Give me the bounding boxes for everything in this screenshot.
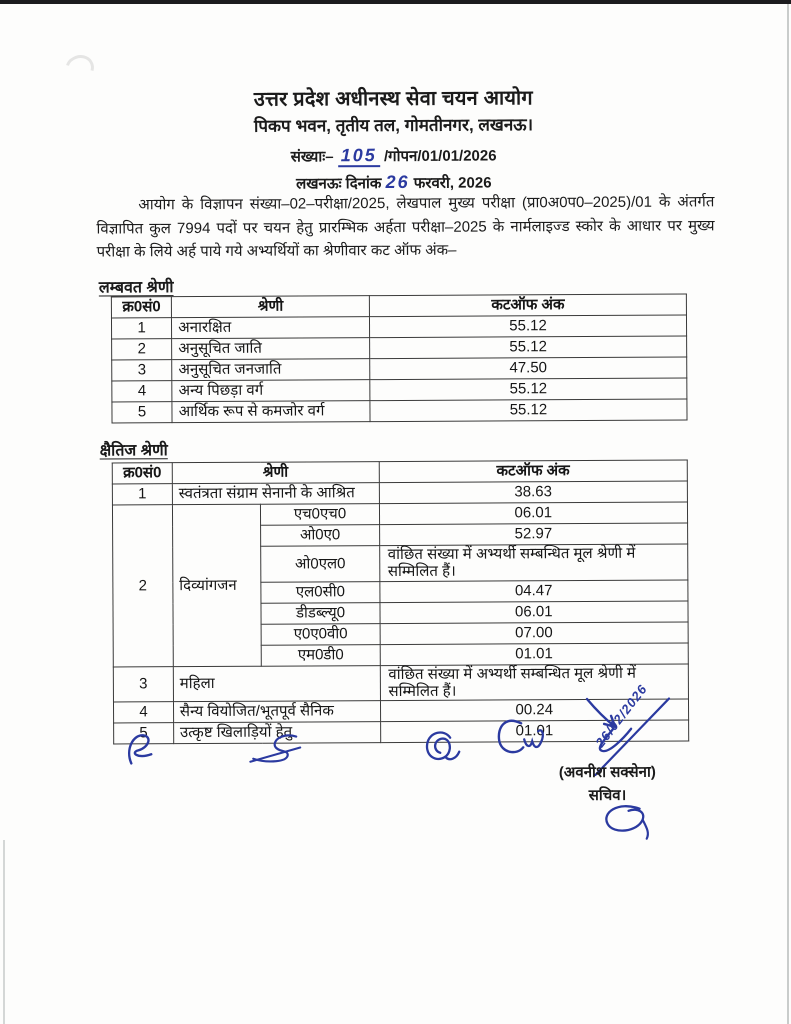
cell-subcategory: ओ0ए0 bbox=[261, 525, 379, 547]
header-category: श्रेणी bbox=[172, 296, 370, 318]
cell-subcategory: एल0सी0 bbox=[261, 581, 379, 603]
cell-sn: 3 bbox=[112, 360, 172, 381]
signatory-title: सचिव। bbox=[588, 786, 627, 804]
header-cutoff: कटऑफ अंक bbox=[369, 294, 686, 317]
cell-category: उत्कृष्ट खिलाड़ियों हेतु bbox=[173, 722, 380, 744]
table-row bbox=[111, 315, 686, 339]
horizontal-section-heading: क्षैतिज श्रेणी bbox=[99, 442, 168, 460]
signature-scribble-5 bbox=[598, 799, 654, 845]
cell-category: अनुसूचित जाति bbox=[172, 338, 370, 360]
vertical-category-table bbox=[111, 293, 688, 423]
cell-cutoff-note: वांछित संख्या में अभ्यर्थी सम्बन्धित मूल श्रेणी में सम्मिलित हैं। bbox=[379, 544, 688, 581]
signature-scribble-1 bbox=[121, 729, 167, 771]
cell-subcategory: एच0एच0 bbox=[261, 504, 379, 526]
org-name: उत्तर प्रदेश अधीनस्थ सेवा चयन आयोग bbox=[253, 87, 533, 111]
cell-sn: 4 bbox=[113, 702, 173, 723]
cell-category: अन्य पिछड़ा वर्ग bbox=[172, 380, 370, 402]
letterhead bbox=[0, 84, 789, 197]
signatory-name: (अवनीश सक्सेना) bbox=[558, 763, 656, 782]
date-prefix: लखनऊः दिनांक bbox=[296, 175, 382, 193]
org-address: पिकप भवन, तृतीय तल, गोमतीनगर, लखनऊ। bbox=[253, 115, 534, 136]
cell-subcategory: ओ0एल0 bbox=[261, 546, 379, 582]
table-header-row bbox=[112, 460, 687, 484]
table-row bbox=[112, 336, 687, 360]
ref-suffix: /गोपन/01/01/2026 bbox=[383, 147, 497, 165]
cell-category: सैन्य वियोजित/भूतपूर्व सैनिक bbox=[173, 701, 380, 723]
intro-paragraph: आयोग के विज्ञापन संख्या–02–परीक्षा/2025, लेखपाल मुख्य परीक्षा (प्रा0अ0प0–2025)/01 के अंतर्गत विज्ञापित कुल 7994 पदों पर चयन हेतु प्रारम्भिक अर्हता परीक्षा–2025 के नार्मलाइज्ड स्कोर के आधार पर मुख्य परीक्षा के लिये अर्ह पाये गये अभ्यर्थियों का श्रेणीवार कट ऑफ अंक– bbox=[96, 193, 715, 261]
header-serial: क्र0सं0 bbox=[112, 463, 172, 484]
cell-cutoff: 38.63 bbox=[379, 481, 688, 504]
table-row bbox=[112, 481, 687, 505]
cell-category: अनुसूचित जनजाति bbox=[172, 359, 370, 381]
signature-scribble-3 bbox=[419, 724, 463, 768]
cell-sn: 5 bbox=[114, 723, 174, 744]
cell-subcategory: एम0डी0 bbox=[262, 644, 380, 666]
cell-category: आर्थिक रूप से कमजोर वर्ग bbox=[172, 401, 370, 423]
cell-category: अनारक्षित bbox=[172, 317, 370, 339]
cell-sn: 5 bbox=[112, 402, 172, 423]
table-header-row bbox=[111, 294, 686, 318]
cell-cutoff: 55.12 bbox=[370, 336, 687, 359]
cell-cutoff-note: वांछित संख्या में अभ्यर्थी सम्बन्धित मूल श्रेणी में सम्मिलित हैं। bbox=[380, 663, 689, 700]
cell-cutoff: 55.12 bbox=[370, 399, 687, 422]
cell-cutoff: 07.00 bbox=[380, 621, 689, 644]
cell-category: स्वतंत्रता संग्राम सेनानी के आश्रित bbox=[172, 483, 379, 505]
cell-category-group: दिव्यांगजन bbox=[172, 504, 261, 666]
header-category: श्रेणी bbox=[172, 462, 379, 484]
ref-prefix: संख्याः– bbox=[290, 148, 334, 166]
table-row bbox=[112, 399, 687, 423]
date-day-handwritten: 26 bbox=[385, 172, 410, 193]
cell-sn: 1 bbox=[111, 318, 171, 339]
cell-cutoff: 47.50 bbox=[370, 357, 687, 380]
cell-sn: 2 bbox=[112, 505, 173, 667]
cell-sn: 3 bbox=[113, 666, 173, 702]
reference-number-line bbox=[0, 141, 789, 169]
cell-cutoff: 04.47 bbox=[379, 579, 688, 602]
cell-sn: 4 bbox=[112, 381, 172, 402]
cell-cutoff: 06.01 bbox=[380, 600, 689, 623]
cell-cutoff: 06.01 bbox=[379, 502, 688, 525]
cell-sn: 1 bbox=[112, 484, 172, 505]
signature-scribble-2 bbox=[244, 730, 306, 766]
cell-cutoff: 01.01 bbox=[380, 720, 689, 743]
cell-cutoff: 55.12 bbox=[370, 378, 687, 401]
cell-sn: 2 bbox=[112, 339, 172, 360]
cell-cutoff: 00.24 bbox=[380, 699, 689, 722]
ref-number-handwritten: 105 bbox=[338, 145, 380, 167]
cell-subcategory: डीडब्ल्यू0 bbox=[261, 602, 379, 624]
header-cutoff: कटऑफ अंक bbox=[379, 460, 688, 483]
signature-scribble-4 bbox=[491, 713, 547, 761]
table-row bbox=[112, 357, 687, 381]
table-row bbox=[112, 378, 687, 402]
cell-subcategory: ए0ए0वी0 bbox=[262, 623, 380, 645]
handwritten-date-note: 26/02/2026 bbox=[592, 681, 651, 750]
header-serial: क्र0सं0 bbox=[111, 297, 171, 318]
cell-category: महिला bbox=[173, 665, 380, 702]
date-suffix: फरवरी, 2026 bbox=[413, 174, 492, 193]
cell-cutoff: 52.97 bbox=[379, 523, 688, 546]
vertical-section-heading: लम्बवत श्रेणी bbox=[98, 279, 174, 297]
cell-cutoff: 55.12 bbox=[369, 315, 686, 338]
table-row-divyang bbox=[112, 502, 687, 526]
cell-cutoff: 01.01 bbox=[380, 642, 689, 665]
